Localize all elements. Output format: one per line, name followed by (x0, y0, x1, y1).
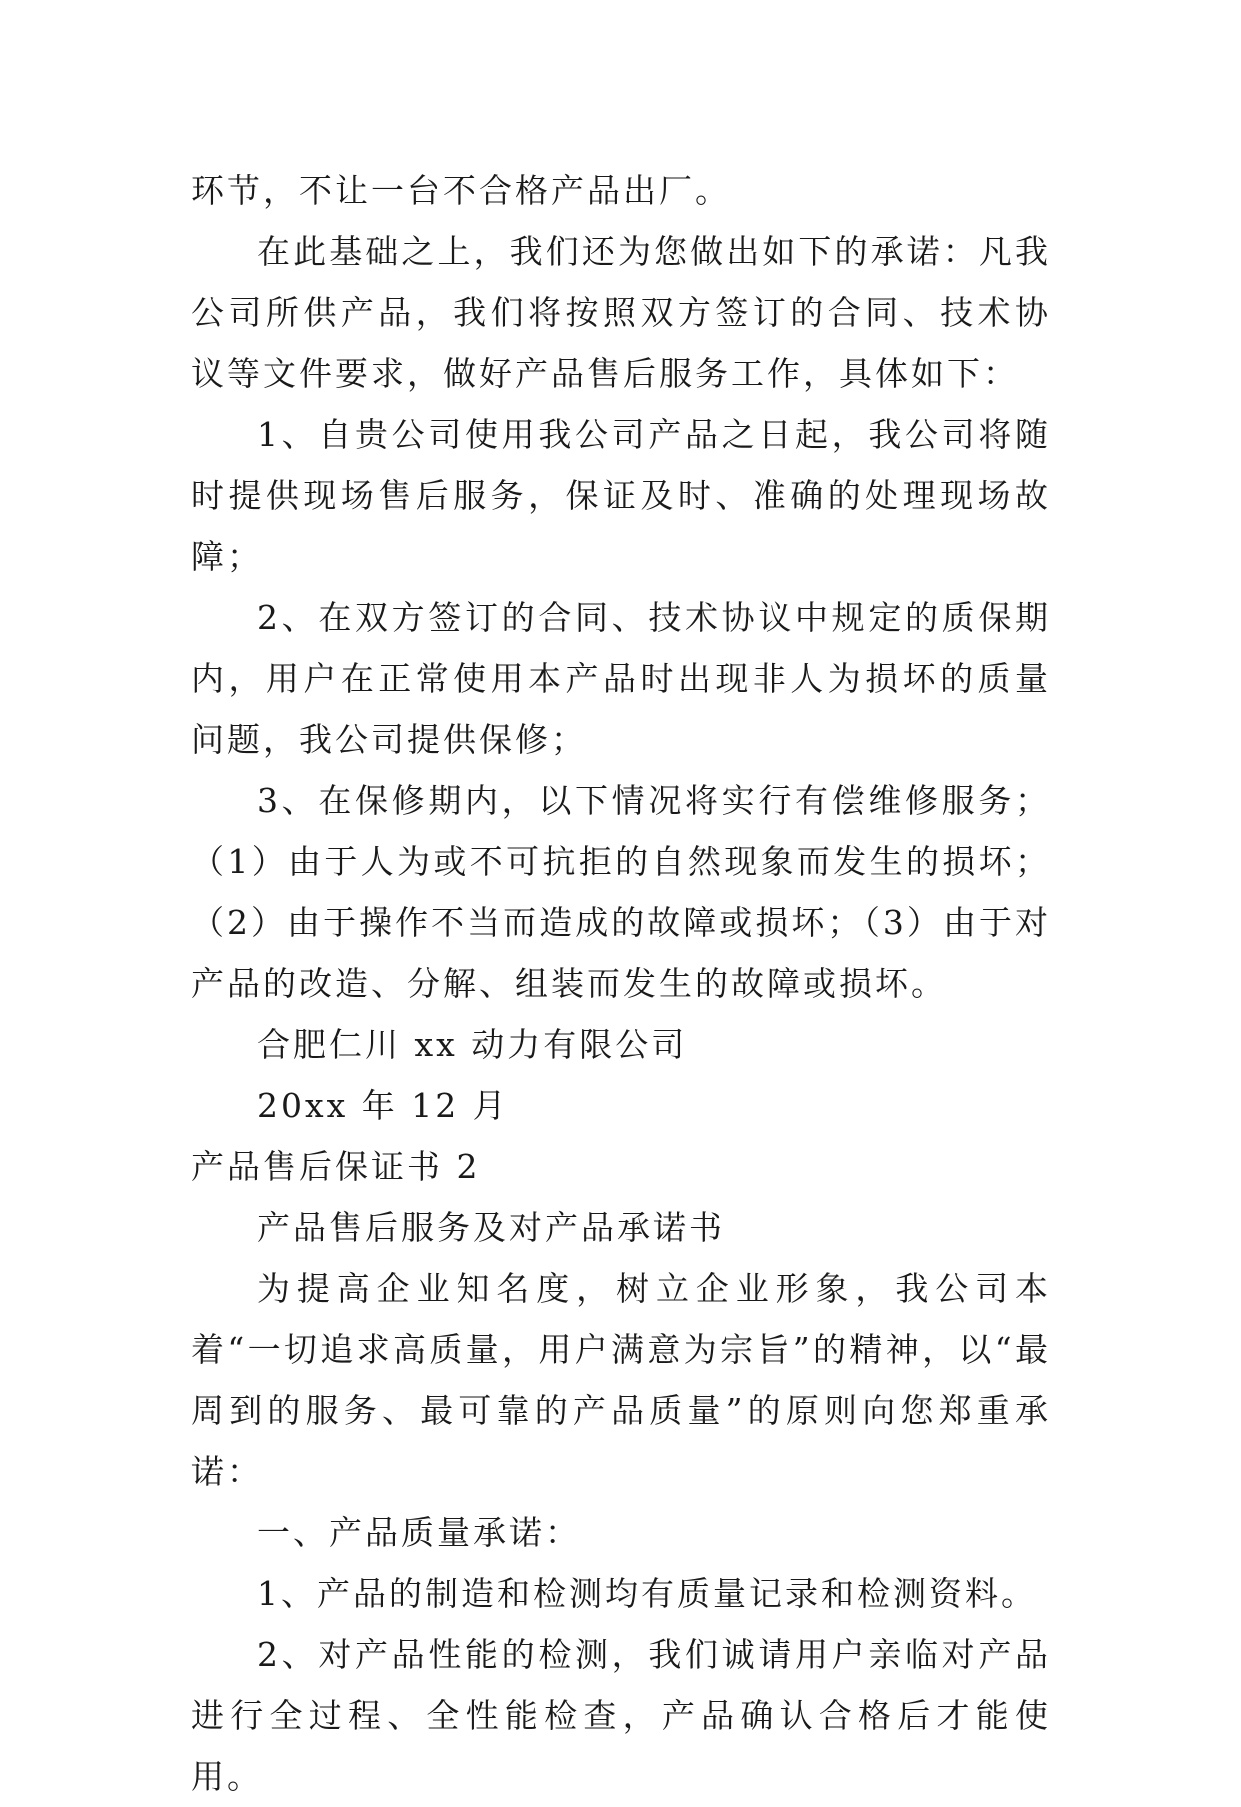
paragraph-item-3: 3、在保修期内，以下情况将实行有偿维修服务；（1）由于人为或不可抗拒的自然现象而发生的损坏；（2）由于操作不当而造成的故障或损坏；（3）由于对产品的改造、分解、组装而发生的故障或损坏。 (191, 781, 1051, 1003)
paragraph-continuation: 环节，不让一台不合格产品出厂。 (191, 171, 731, 210)
paragraph-item-2: 2、在双方签订的合同、技术协议中规定的质保期内，用户在正常使用本产品时出现非人为损坏的质量问题，我公司提供保修； (191, 598, 1051, 759)
paragraph-quality-item-2: 2、对产品性能的检测，我们诚请用户亲临对产品进行全过程、全性能检查，产品确认合格后才能使用。 (191, 1635, 1051, 1796)
paragraph-commitment-intro: 在此基础之上，我们还为您做出如下的承诺：凡我公司所供产品，我们将按照双方签订的合同、技术协议等文件要求，做好产品售后服务工作，具体如下： (191, 232, 1051, 393)
paragraph-item-1: 1、自贵公司使用我公司产品之日起，我公司将随时提供现场售后服务，保证及时、准确的处理现场故障； (191, 415, 1051, 576)
company-signature: 合肥仁川 xx 动力有限公司 (257, 1025, 688, 1064)
document-heading: 产品售后服务及对产品承诺书 (257, 1208, 725, 1247)
subheading-quality-commitment: 一、产品质量承诺： (257, 1513, 581, 1552)
paragraph-purpose: 为提高企业知名度，树立企业形象，我公司本着“一切追求高质量，用户满意为宗旨”的精神，以“最周到的服务、最可靠的产品质量”的原则向您郑重承诺： (191, 1269, 1051, 1491)
signature-date: 20xx 年 12 月 (257, 1086, 509, 1125)
paragraph-quality-item-1: 1、产品的制造和检测均有质量记录和检测资料。 (257, 1574, 1037, 1613)
section-title: 产品售后保证书 2 (191, 1147, 481, 1186)
document-body (191, 160, 1051, 1807)
